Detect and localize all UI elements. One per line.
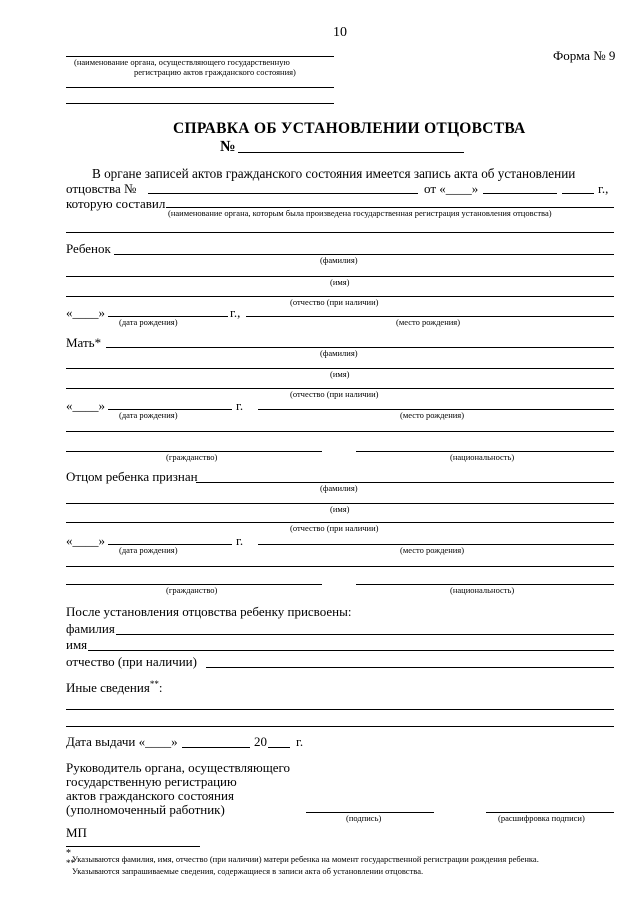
footnote2-mark: ** <box>66 858 75 868</box>
mother-birth-date-caption: (дата рождения) <box>119 410 178 420</box>
mother-name-caption: (имя) <box>330 369 350 379</box>
act-month-line[interactable] <box>483 193 557 194</box>
mother-citizenship-caption: (гражданство) <box>166 452 218 462</box>
head-line2: государственную регистрацию <box>66 774 237 789</box>
child-name-caption: (имя) <box>330 277 350 287</box>
head-line1: Руководитель органа, осуществляющего <box>66 760 290 775</box>
issue-year-suffix: г. <box>296 734 304 749</box>
mother-year-mark: г. <box>236 398 244 413</box>
mother-surname-line[interactable] <box>106 347 614 348</box>
footnote2-text: Указываются запрашиваемые сведения, содержащиеся в записи акта об установлении отцовства. <box>72 866 424 876</box>
father-label: Отцом ребенка признан <box>66 469 198 484</box>
organ-caption-line2: регистрацию актов гражданского состояния) <box>134 67 296 77</box>
number-sign: № <box>220 138 236 155</box>
assigned-surname-label: фамилия <box>66 621 115 636</box>
footnote1-text: Указываются фамилия, имя, отчество (при наличии) матери ребенка на момент государственной регистрации рождения ребенка. <box>72 854 539 864</box>
compiled-caption: (наименование органа, которым была произведена государственная регистрация установления отцовства) <box>168 208 552 218</box>
issue-year-line[interactable] <box>268 747 290 748</box>
father-patronymic-caption: (отчество (при наличии) <box>290 523 379 533</box>
assigned-patronymic-label: отчество (при наличии) <box>66 654 197 669</box>
act-number-line[interactable] <box>148 193 418 194</box>
intro-line1: В органе записей актов гражданского состояния имеется запись акта об установлении <box>92 166 576 181</box>
page-number: 10 <box>333 25 347 40</box>
assigned-surname-line[interactable] <box>116 634 614 635</box>
assigned-name-line[interactable] <box>88 650 614 651</box>
signature-decoding-caption: (расшифровка подписи) <box>498 813 585 823</box>
footnote1-mark: * <box>66 848 71 859</box>
organ-caption-line1: (наименование органа, осуществляющего государственную <box>74 57 290 67</box>
mother-extra-line[interactable] <box>66 431 614 432</box>
child-label: Ребенок <box>66 241 111 256</box>
head-line4: (уполномоченный работник) <box>66 802 225 817</box>
mother-birth-place-caption: (место рождения) <box>400 410 465 420</box>
child-surname-line[interactable] <box>114 254 614 255</box>
mother-label: Мать* <box>66 335 102 350</box>
mother-patronymic-caption: (отчество (при наличии) <box>290 389 379 399</box>
intro-from-label: от «____» <box>424 181 479 196</box>
form-number: Форма № 9 <box>553 48 616 63</box>
father-name-caption: (имя) <box>330 504 350 514</box>
head-line3: актов гражданского состояния <box>66 788 234 803</box>
father-day: «____» <box>66 533 105 548</box>
issue-date-label: Дата выдачи «____» <box>66 734 178 749</box>
father-birth-date-caption: (дата рождения) <box>119 545 178 555</box>
intro-compiled-label: которую составил <box>66 196 166 211</box>
compiled-by-line-2[interactable] <box>66 232 614 233</box>
child-patronymic-caption: (отчество (при наличии) <box>290 297 379 307</box>
act-year-line[interactable] <box>562 193 594 194</box>
intro-act-label: отцовства № <box>66 181 137 196</box>
footnote-divider <box>66 846 200 847</box>
child-birth-place-caption: (место рождения) <box>396 317 461 327</box>
assigned-patronymic-line[interactable] <box>206 667 614 668</box>
other-info-line-1[interactable] <box>66 709 614 710</box>
organ-line-3[interactable] <box>66 103 334 104</box>
assigned-name-label: имя <box>66 637 88 652</box>
stamp-label: МП <box>66 825 87 840</box>
father-birth-place-caption: (место рождения) <box>400 545 465 555</box>
father-year-mark: г. <box>236 533 244 548</box>
father-surname-caption: (фамилия) <box>320 483 358 493</box>
child-surname-caption: (фамилия) <box>320 255 358 265</box>
father-extra-line[interactable] <box>66 566 614 567</box>
child-year-mark: г., <box>230 305 241 320</box>
father-surname-line[interactable] <box>196 482 614 483</box>
father-citizenship-caption: (гражданство) <box>166 585 218 595</box>
organ-line-2[interactable] <box>66 87 334 88</box>
intro-year: г., <box>598 181 609 196</box>
assigned-label: После установления отцовства ребенку присвоены: <box>66 604 352 619</box>
issue-month-line[interactable] <box>182 747 250 748</box>
mother-surname-caption: (фамилия) <box>320 348 358 358</box>
signature-caption: (подпись) <box>346 813 382 823</box>
child-birth-date-caption: (дата рождения) <box>119 317 178 327</box>
father-nationality-caption: (национальность) <box>450 585 515 595</box>
mother-day: «____» <box>66 398 105 413</box>
child-day: «____» <box>66 305 105 320</box>
document-title: СПРАВКА ОБ УСТАНОВЛЕНИИ ОТЦОВСТВА <box>173 120 526 137</box>
other-info-line-2[interactable] <box>66 726 614 727</box>
issue-year-prefix: 20 <box>254 734 267 749</box>
other-info-label: Иные сведения**: <box>66 679 163 695</box>
certificate-number-line[interactable] <box>238 152 464 153</box>
mother-nationality-caption: (национальность) <box>450 452 515 462</box>
